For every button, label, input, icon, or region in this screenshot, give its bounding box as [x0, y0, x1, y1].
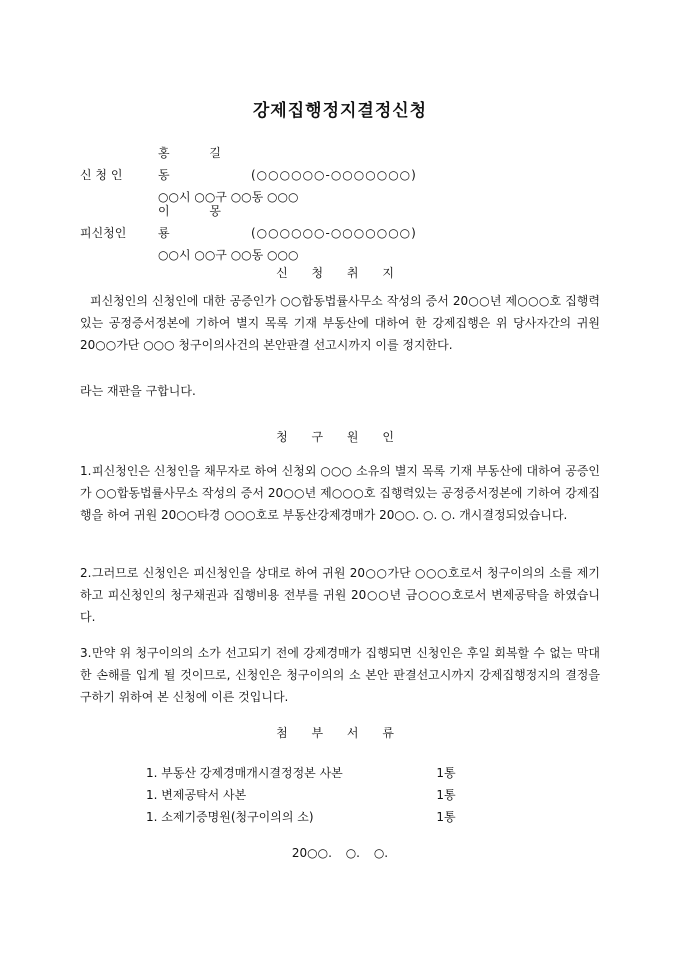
applicant-role: 신 청 인 [80, 168, 123, 182]
purpose-text: 피신청인의 신청인에 대한 공증인가 ○○합동법률사무소 작성의 증서 20○○년 제○○○호 집행력있는 공정증서정본에 기하여 별지 목록 기재 부동산에 대하여 한 강제집행은 위 당사자간의 귀원 20○○가단 ○○○ 청구이의사건의 본안판결 선고시까지 이를 정지한다. [80, 294, 600, 352]
grounds-item-text: 피신청인은 신청인을 채무자로 하여 신청외 ○○○ 소유의 별지 목록 기재 부동산에 대하여 공증인가 ○○합동법률사무소 작성의 증서 20○○년 제○○○호 집행력있는 공정증서정본에 기하여 강제집행을 하여 귀원 20○○타경 ○○○호로 부동산강제경매가 20○○. ○. ○. 개시결정되었습니다. [80, 464, 600, 522]
respondent-id: (○○○○○○-○○○○○○○) [251, 226, 417, 240]
applicant-address: ○○시 ○○구 ○○동 ○○○ [158, 190, 299, 204]
grounds-item [80, 642, 600, 708]
grounds-item-number: 3. [80, 646, 92, 660]
attachment-label: 1. 변제공탁서 사본 [146, 788, 247, 802]
grounds-item-number: 2. [80, 566, 92, 580]
attachment-item [146, 762, 466, 784]
grounds-item-number: 1. [80, 464, 92, 478]
attachment-item [146, 806, 466, 828]
respondent-address: ○○시 ○○구 ○○동 ○○○ [158, 248, 299, 262]
grounds-item-text: 만약 위 청구이의의 소가 선고되기 전에 강제경매가 집행되면 신청인은 후일 회복할 수 없는 막대한 손해를 입게 될 것이므로, 신청인은 청구이의의 소 본안 판결선고시까지 강제집행정지의 결정을 구하기 위하여 본 신청에 이른 것입니다. [80, 646, 600, 704]
attachments-heading: 첨 부 서 류 [276, 726, 404, 740]
attachment-count: 1통 [436, 810, 456, 824]
grounds-item [80, 460, 600, 526]
attachment-label: 1. 부동산 강제경매개시결정정본 사본 [146, 766, 343, 780]
grounds-item-text: 그러므로 신청인은 피신청인을 상대로 하여 귀원 20○○가단 ○○○호로서 청구이의의 소를 제기하고 피신청인의 청구채권과 집행비용 전부를 귀원 20○○년 금○○○호로서 변제공탁을 하였습니다. [80, 566, 600, 624]
grounds-heading: 청 구 원 인 [276, 430, 404, 444]
respondent-block [80, 200, 417, 266]
attachment-item [146, 784, 466, 806]
applicant-block [80, 142, 417, 208]
document-title: 강제집행정지결정신청 [252, 101, 428, 121]
purpose-heading: 신 청 취 지 [276, 266, 404, 280]
document-date: 20○○. ○. ○. [291, 846, 389, 860]
attachments-list [146, 762, 466, 828]
applicant-id: (○○○○○○-○○○○○○○) [251, 168, 417, 182]
purpose-closing: 라는 재판을 구합니다. [80, 384, 196, 398]
attachment-count: 1통 [436, 766, 456, 780]
attachment-label: 1. 소제기증명원(청구이의의 소) [146, 810, 314, 824]
respondent-role: 피신청인 [80, 226, 127, 240]
attachment-count: 1통 [436, 788, 456, 802]
grounds-item [80, 562, 600, 628]
respondent-name: 이 몽 룡 [158, 204, 239, 240]
applicant-name: 홍 길 동 [158, 146, 239, 182]
